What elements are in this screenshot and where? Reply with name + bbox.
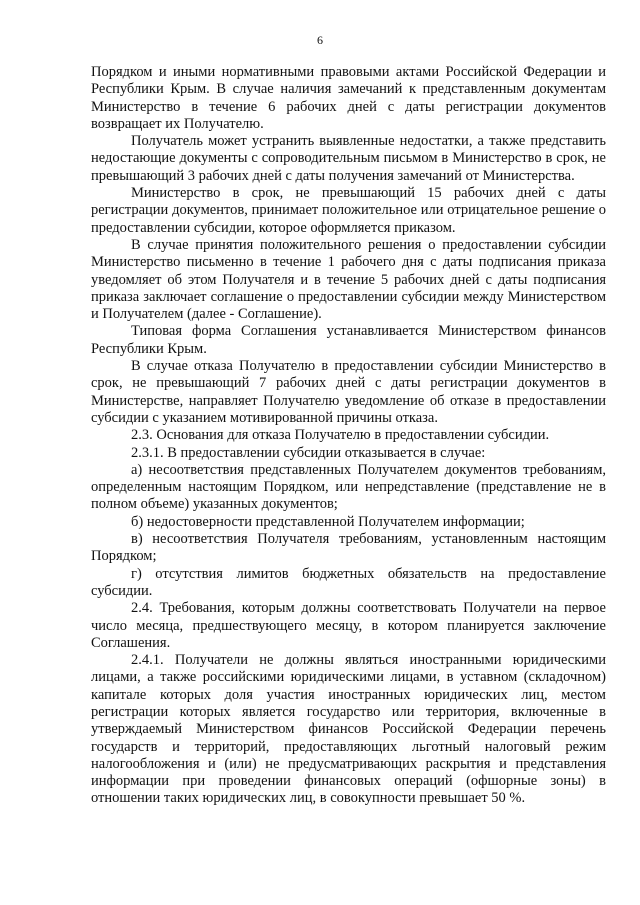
paragraph-continuation: Порядком и иными нормативными правовыми актами Российской Федерации и Республики Крым. В случае наличия замечаний к представленным документам Министерство в течение 6 рабочих дней с даты регистрации документов возвращает их Получателю. bbox=[91, 64, 606, 132]
subsection-2-4-1: 2.4.1. Получатели не должны являться иностранными юридическими лицами, а также российскими юридическими лицами, в уставном (складочном) капитале которых доля участия иностранных юридических лиц, местом регистрации которых является государство или территория, включенные в утверждаемый Министерством финансов Российской Федерации перечень государств и территорий, предоставляющих льготный налоговый режим налогообложения и (или) не предусматривающих раскрытия и представления информации при проведении финансовых операций (офшорные зоны) в отношении таких юридических лиц, в совокупности превышает 50 %. bbox=[91, 652, 606, 807]
section-2-4: 2.4. Требования, которым должны соответствовать Получатели на первое число месяца, предшествующего месяцу, в котором планируется заключение Соглашения. bbox=[91, 600, 606, 651]
list-item-g: г) отсутствия лимитов бюджетных обязательств на предоставление субсидии. bbox=[91, 565, 606, 599]
list-item-a: а) несоответствия представленных Получателем документов требованиям, определенным настоящим Порядком, или непредставление (представление не в полном объеме) указанных документов; bbox=[91, 461, 606, 513]
paragraph: Получатель может устранить выявленные недостатки, а также представить недостающие документы с сопроводительным письмом в Министерство в срок, не превышающий 3 рабочих дней с даты получения замечаний от Министерства. bbox=[91, 133, 606, 184]
section-heading-2-3: 2.3. Основания для отказа Получателю в предоставлении субсидии. bbox=[131, 427, 550, 444]
document-body bbox=[91, 64, 606, 808]
page-number: 6 bbox=[317, 33, 323, 47]
paragraph: В случае принятия положительного решения о предоставлении субсидии Министерство письменно в течение 1 рабочего дня с даты подписания приказа уведомляет об этом Получателя и в течение 5 рабочих дней с даты подписания приказа заключает соглашение о предоставлении субсидии между Министерством и Получателем (далее - Соглашение). bbox=[91, 236, 606, 323]
paragraph: В случае отказа Получателю в предоставлении субсидии Министерство в срок, не превышающий 7 рабочих дней с даты регистрации документов в Министерстве, направляет Получателю уведомление об отказе в предоставлении субсидии с указанием мотивированной причины отказа. bbox=[91, 358, 606, 426]
paragraph: Типовая форма Соглашения устанавливается Министерством финансов Республики Крым. bbox=[91, 323, 606, 357]
subsection-2-3-1: 2.3.1. В предоставлении субсидии отказывается в случае: bbox=[131, 444, 486, 461]
paragraph: Министерство в срок, не превышающий 15 рабочих дней с даты регистрации документов, принимает положительное или отрицательное решение о предоставлении субсидии, которое оформляется приказом. bbox=[91, 185, 606, 236]
list-item-v: в) несоответствия Получателя требованиям, установленным настоящим Порядком; bbox=[91, 531, 606, 565]
list-item-b: б) недостоверности представленной Получателем информации; bbox=[131, 513, 525, 530]
